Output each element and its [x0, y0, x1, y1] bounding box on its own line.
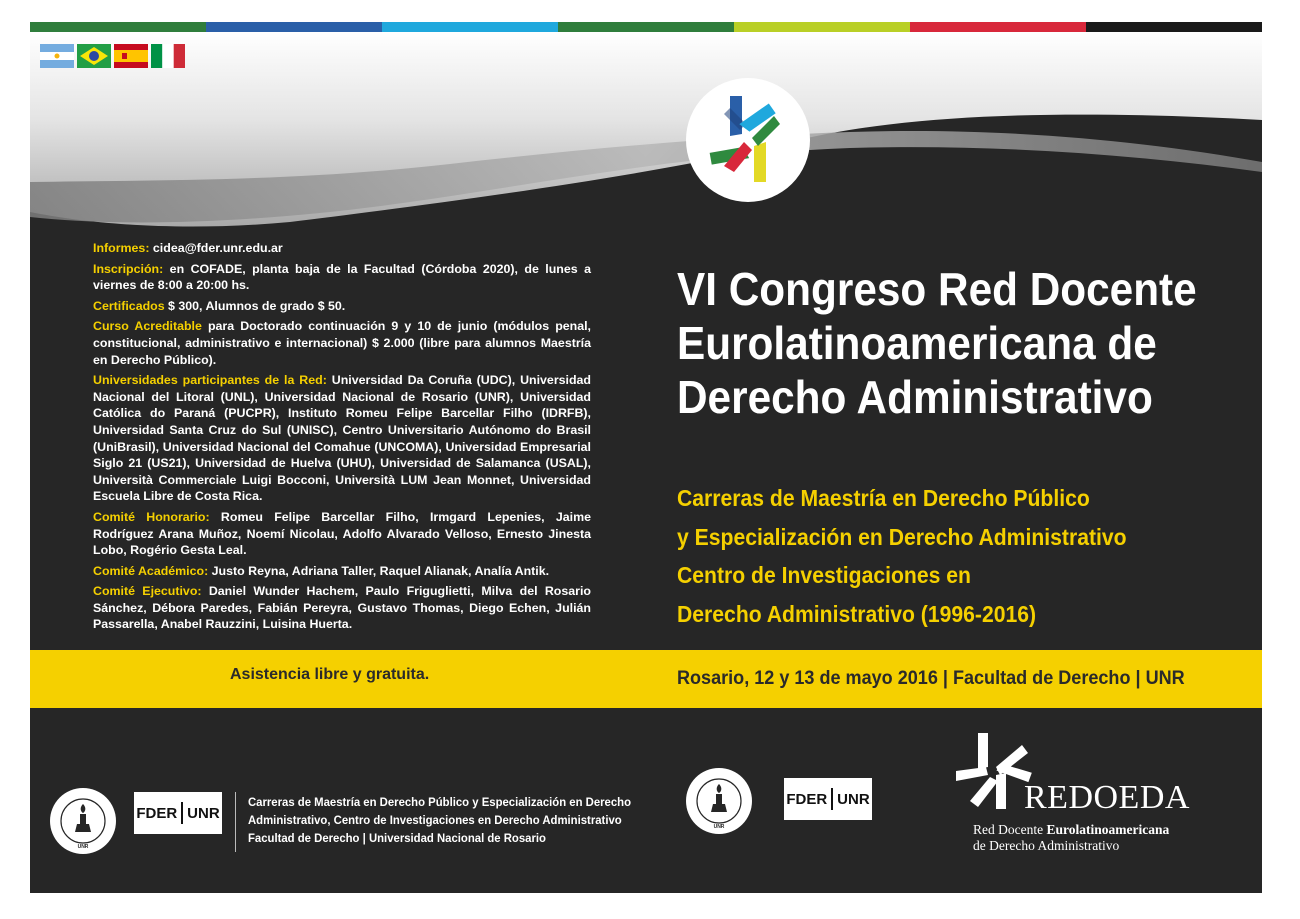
academico-text: Justo Reyna, Adriana Taller, Raquel Alianak, Analía Antik. [208, 563, 550, 578]
argentina-flag [40, 44, 74, 68]
honorario-label: Comité Honorario: [93, 509, 210, 524]
honorario-text: Romeu Felipe Barcellar Filho, Irmgard Lepenies, Jaime Rodríguez Arana Muñoz, Noemí Nicolau, Adolfo Alvarado Velloso, Ernesto Jinesta Lobo, Rogério Gesta Leal. [93, 509, 591, 558]
stripe-black [1086, 22, 1262, 32]
inscripcion-text: en COFADE, planta baja de la Facultad (Córdoba 2020), de lunes a viernes de 8:00 a 20:00 hs. [93, 261, 591, 293]
subtitle-line-1: Carreras de Maestría en Derecho Público [677, 485, 1090, 511]
stripe-green-2 [558, 22, 734, 32]
ejecutivo-label: Comité Ejecutivo: [93, 584, 202, 599]
redoeda-desc-line-2: de Derecho Administrativo [973, 838, 1120, 853]
curso-label: Curso Acreditable [93, 319, 202, 334]
brazil-flag [77, 44, 111, 68]
redoeda-desc-prefix: Red Docente [973, 822, 1047, 837]
congress-title [677, 262, 1211, 424]
congress-poster [30, 22, 1262, 893]
fder-text-right: FDER [786, 790, 828, 808]
title-line-1: VI Congreso Red Docente [677, 263, 1197, 315]
italy-flag [151, 44, 185, 68]
ejecutivo-text: Daniel Wunder Hachem, Paulo Friguglietti, Milva del Rosario Sánchez, Débora Paredes, Fabián Pereyra, Gustavo Thomas, Diego Echen, Julián Passarella, Anabel Rauzzini, Luisina Huerta. [93, 584, 591, 632]
redoeda-pinwheel-icon [951, 730, 1033, 812]
certificados-label: Certificados [93, 298, 165, 313]
informes-label: Informes: [93, 241, 150, 255]
stripe-blue [206, 22, 382, 32]
stripe-lime [734, 22, 910, 32]
footer-line-2: Administrativo, Centro de Investigaciones en Derecho Administrativo [248, 813, 622, 827]
honorario-paragraph [93, 509, 591, 559]
unr-seal-icon [48, 786, 118, 856]
curso-text: para Doctorado continuación 9 y 10 de junio (módulos penal, constitucional, administrativo e internacional) $ 2.000 (libre para alumnos Maestría en Derecho Público). [93, 319, 592, 367]
footer-divider [235, 792, 236, 852]
certificados-text: $ 300, Alumnos de grado $ 50. [164, 298, 346, 313]
fder-separator-right [831, 788, 833, 810]
subtitle-line-4: Derecho Administrativo (1996-2016) [677, 600, 1037, 627]
academico-label: Comité Académico: [93, 563, 209, 578]
stripe-green [30, 22, 206, 32]
unr-text: UNR [187, 804, 220, 822]
subtitle-line-3: Centro de Investigaciones en [677, 562, 971, 588]
place-date: Rosario, 12 y 13 de mayo 2016 | Facultad de Derecho | UNR [677, 668, 1185, 689]
footer-line-3: Facultad de Derecho | Universidad Nacional de Rosario [248, 831, 546, 845]
ejecutivo-paragraph [93, 583, 591, 633]
congress-subtitle [677, 479, 1192, 633]
attendance-note: Asistencia libre y gratuita. [230, 666, 430, 683]
unr-text-right: UNR [837, 790, 870, 808]
redoeda-desc-line-1 [973, 822, 1169, 838]
redoeda-desc-bold: Eurolatinoamericana [1046, 822, 1170, 837]
event-info-block [93, 240, 591, 637]
spain-flag [114, 44, 148, 68]
svg-text:UNR: UNR [77, 844, 89, 850]
universidades-text: Universidad Da Coruña (UDC), Universidad Nacional del Litoral (UNL), Universidad Nacional de Rosario (UNR), Universidad Católica do Paraná (PUCPR), Instituto Romeu Felipe Barcellar Filho (IDRFB), Universidad Santa Cruz do Sul (UNISC), Centro Universitario Autónomo do Brasil (UniBrasil), Universidad Nacional del Comahue (UNCOMA), Universidad Empresarial Siglo 21 (US21), Universidad de Huelva (UHU), Universidad de Salamanca (USAL), Università Commerciale Luigi Bocconi, Università LUM Jean Monnet, Universidad Escuela Libre de Costa Rica. [93, 373, 591, 504]
title-line-2: Eurolatinoamericana de [677, 317, 1157, 369]
stripe-cyan [382, 22, 558, 32]
redoeda-description [973, 822, 1169, 854]
academico-paragraph [93, 563, 591, 580]
footer-line-1: Carreras de Maestría en Derecho Público y Especialización en Derecho [248, 795, 632, 809]
subtitle-line-2: y Especialización en Derecho Administrativo [677, 523, 1127, 550]
universidades-paragraph [93, 372, 591, 505]
informes-paragraph [93, 240, 591, 257]
fder-separator [181, 802, 183, 824]
gray-wave-header [30, 32, 1262, 252]
inscripcion-paragraph [93, 261, 591, 294]
fder-unr-logo-left [134, 792, 222, 834]
fder-unr-logo-right [784, 778, 872, 820]
stripe-red [910, 22, 1086, 32]
svg-text:UNR: UNR [713, 824, 725, 830]
curso-paragraph [93, 318, 591, 368]
inscripcion-label: Inscripción: [93, 261, 164, 276]
unr-seal-icon-right [684, 766, 754, 836]
universidades-label: Universidades participantes de la Red: [93, 373, 327, 388]
informes-text: cidea@fder.unr.edu.ar [149, 241, 283, 255]
congress-pinwheel-logo [685, 77, 811, 203]
color-stripe-bar [30, 22, 1262, 32]
certificados-paragraph [93, 298, 591, 315]
fder-text: FDER [136, 804, 178, 822]
redoeda-wordmark: REDOEDA [1024, 779, 1190, 816]
title-line-3: Derecho Administrativo [677, 371, 1153, 423]
footer-program-text [248, 793, 631, 847]
